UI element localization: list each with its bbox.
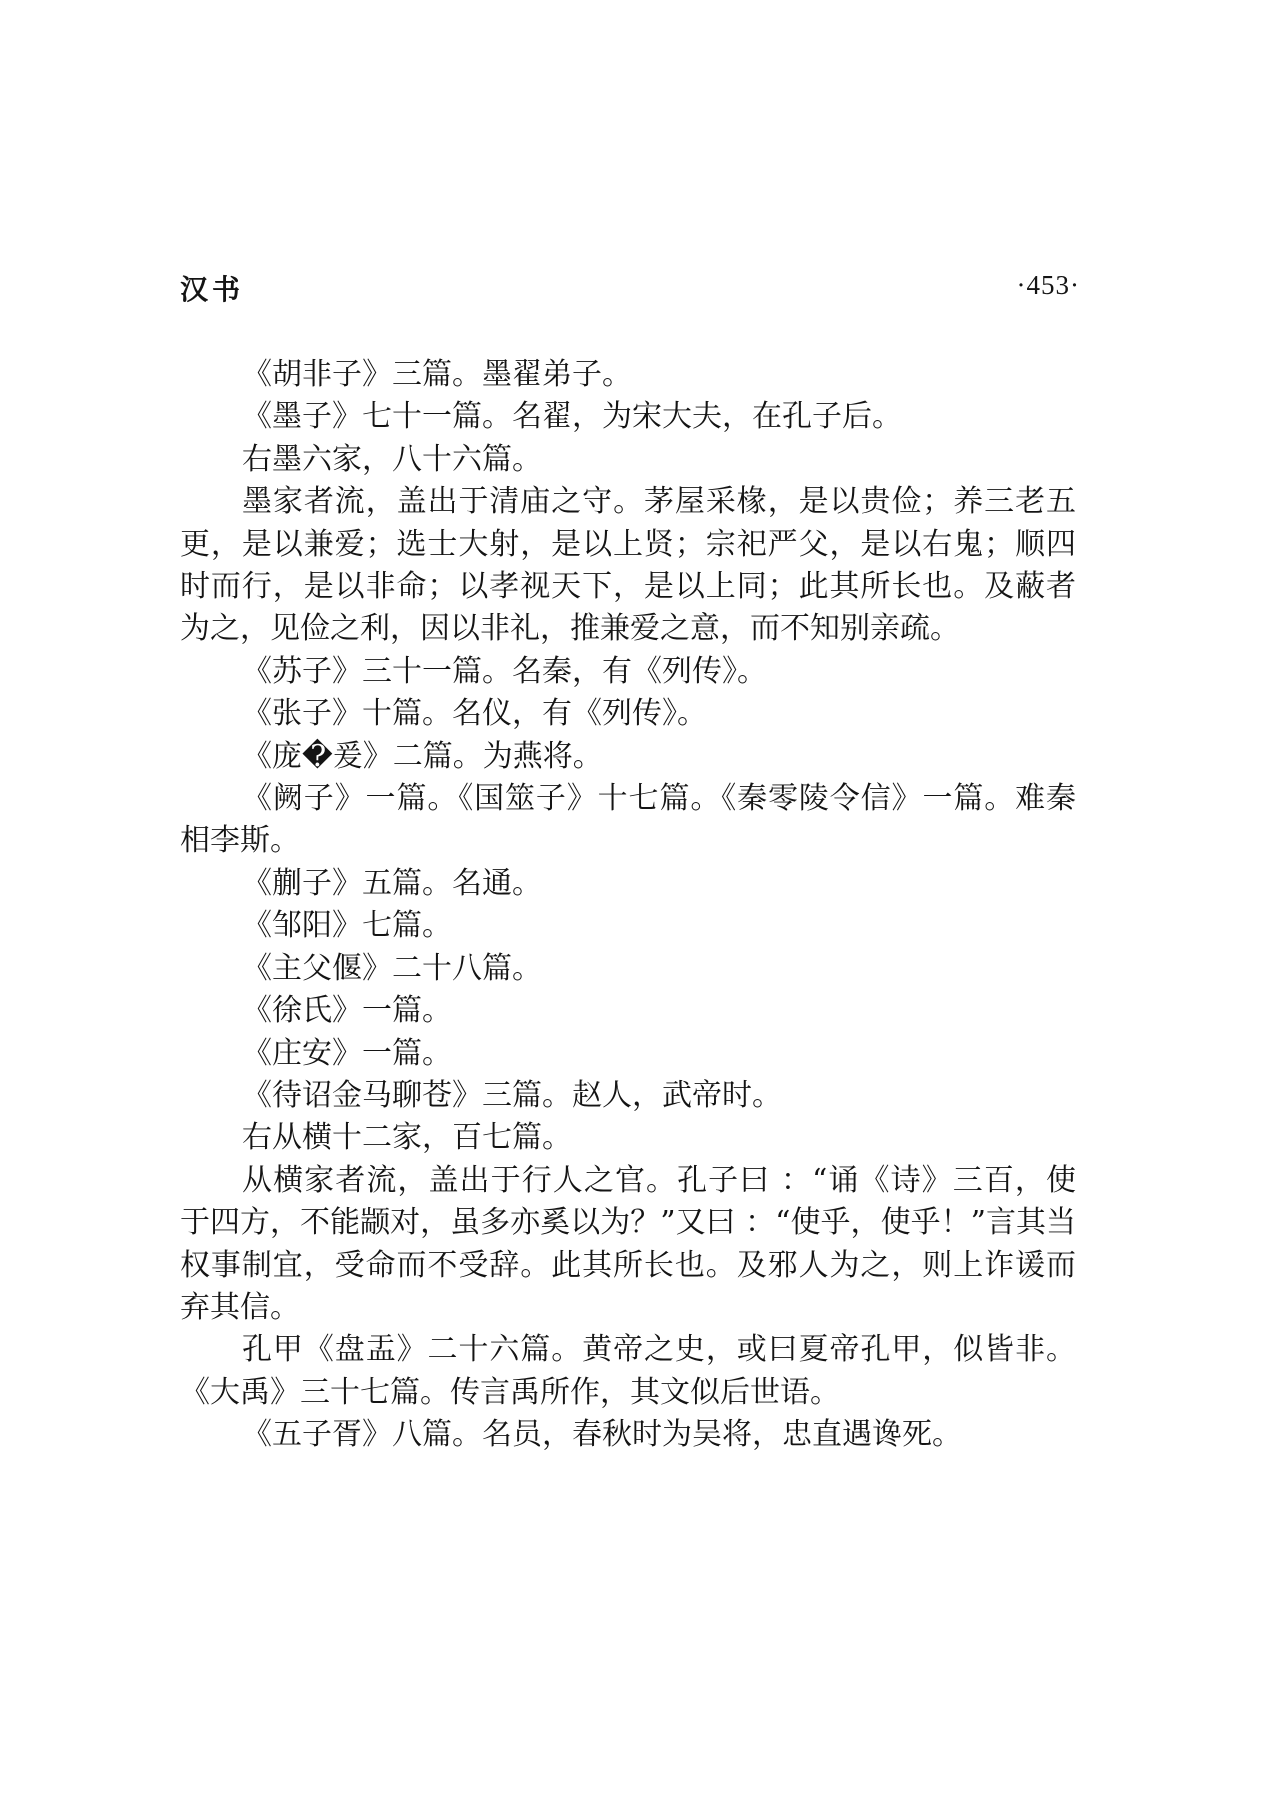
paragraph: 《庄安》一篇。 (242, 1035, 452, 1071)
paragraph: 《张子》十篇。名仪，有《列传》。 (242, 696, 707, 732)
paragraph: 《待诏金马聊苍》三篇。赵人，武帝时。 (242, 1077, 782, 1113)
paragraph: 《苏子》三十一篇。名秦，有《列传》。 (242, 653, 767, 689)
paragraph: 墨家者流，盖出于清庙之守。茅屋采椽，是以贵俭；养三老五更，是以兼爱；选士大射，是以上贤；宗祀严父，是以右鬼；顺四时而行，是以非命；以孝视天下，是以上同；此其所长也。及蔽者为之，见俭之利，因以非礼，推兼爱之意，而不知别亲疏。 (180, 484, 1076, 647)
paragraph: 《徐氏》一篇。 (242, 993, 452, 1029)
paragraph: 从横家者流，盖出于行人之官。孔子曰 ：“诵《诗》三百，使于四方，不能颛对，虽多亦奚以为？”又曰 ：“使乎，使乎！”言其当权事制宜，受命而不受辞。此其所长也。及邪人为之，则上诈谖而弃其信。 (180, 1162, 1076, 1325)
paragraph: 右从横十二家，百七篇。 (242, 1120, 572, 1156)
paragraph: 《胡非子》三篇。墨翟弟子。 (242, 357, 632, 392)
paragraph: 《主父偃》二十八篇。 (242, 950, 542, 986)
paragraph: 《五子胥》八篇。名员，春秋时为吴将，忠直遇谗死。 (242, 1417, 962, 1453)
paragraph: 《庞�爰》二篇。为燕将。 (242, 738, 603, 774)
paragraph: 《墨子》七十一篇。名翟，为宋大夫，在孔子后。 (242, 399, 902, 435)
body-text (180, 354, 1076, 1457)
paragraph: 右墨六家，八十六篇。 (242, 441, 542, 477)
page-number: ·453· (1016, 270, 1080, 300)
paragraph: 孔甲《盘盂》二十六篇。黄帝之史，或曰夏帝孔甲，似皆非。《大禹》三十七篇。传言禹所作，其文似后世语。 (180, 1332, 1076, 1410)
running-title: 汉书 (180, 273, 245, 306)
page-header (180, 268, 1080, 308)
paragraph: 《阙子》一篇。《国筮子》十七篇。《秦零陵令信》一篇。难秦相李斯。 (180, 781, 1076, 859)
paragraph: 《邹阳》七篇。 (242, 908, 452, 944)
paragraph: 《蒯子》五篇。名通。 (242, 865, 542, 901)
